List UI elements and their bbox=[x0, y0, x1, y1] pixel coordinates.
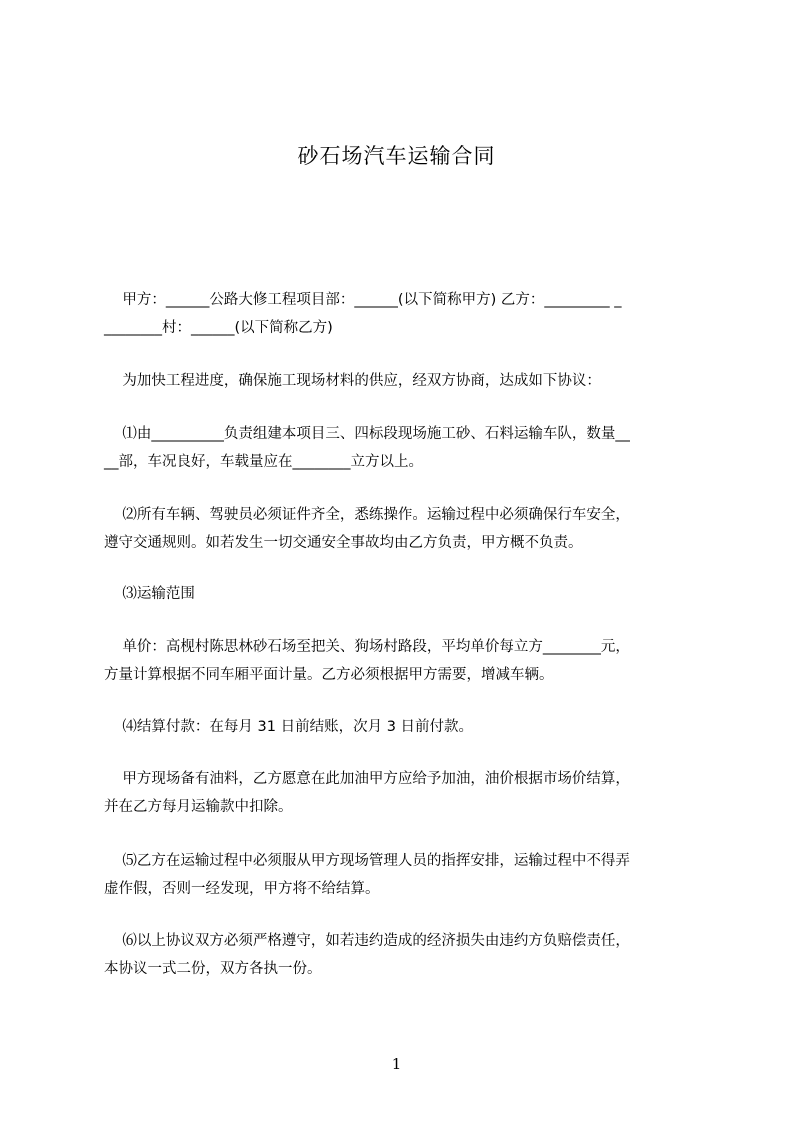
paragraph-line: 甲方现场备有油料，乙方愿意在此加油甲方应给予加油，油价根据市场价结算， bbox=[104, 771, 630, 787]
paragraph-line: ⑷结算付款：在每月 31 日前结账，次月 3 日前付款。 bbox=[104, 719, 474, 735]
paragraph-clause-5 bbox=[104, 847, 704, 903]
paragraph-line: ⑴由__________负责组建本项目三、四标段现场施工砂、石料运输车队，数量__ bbox=[104, 426, 630, 442]
paragraph-unit-price bbox=[104, 633, 704, 689]
paragraph-clause-4 bbox=[104, 713, 704, 741]
paragraph-line: ⑶运输范围 bbox=[104, 586, 195, 602]
paragraph-line: ⑹以上协议双方必须严格遵守，如若违约造成的经济损失由违约方负赔偿责任， bbox=[104, 933, 630, 949]
paragraph-line: 方量计算根据不同车厢平面计量。乙方必须根据甲方需要，增减车辆。 bbox=[104, 667, 554, 683]
paragraph-line: 遵守交通规则。如若发生一切交通安全事故均由乙方负责，甲方概不负责。 bbox=[104, 535, 583, 551]
paragraph-line: 本协议一式二份，双方各执一份。 bbox=[104, 961, 322, 977]
paragraph-line: ________村：______(以下简称乙方) bbox=[104, 320, 333, 336]
paragraph-line: __部，车况良好，车载量应在________立方以上。 bbox=[104, 454, 423, 470]
paragraph-fuel bbox=[104, 765, 704, 821]
paragraph-clause-3 bbox=[104, 580, 704, 608]
paragraph-line: ⑵所有车辆、驾驶员必须证件齐全，悉练操作。运输过程中必须确保行车安全， bbox=[104, 507, 630, 523]
paragraph-clause-6 bbox=[104, 927, 704, 983]
paragraph-purpose bbox=[104, 367, 704, 395]
paragraph-line: 为加快工程进度，确保施工现场材料的供应，经双方协商，达成如下协议： bbox=[104, 373, 601, 389]
paragraph-line: 单价：高枧村陈思林砂石场至把关、狗场村路段，平均单价每立方________元， bbox=[104, 639, 630, 655]
paragraph-parties bbox=[104, 286, 704, 342]
paragraph-line: 虚作假，否则一经发现，甲方将不给结算。 bbox=[104, 881, 380, 897]
paragraph-clause-2 bbox=[104, 501, 704, 557]
paragraph-line: 并在乙方每月运输款中扣除。 bbox=[104, 799, 293, 815]
document-title: 砂石场汽车运输合同 bbox=[297, 144, 496, 168]
paragraph-clause-1 bbox=[104, 420, 704, 476]
paragraph-line: ⑸乙方在运输过程中必须服从甲方现场管理人员的指挥安排，运输过程中不得弄 bbox=[104, 853, 630, 869]
paragraph-line: 甲方：______公路大修工程项目部：______(以下简称甲方) 乙方：_________ _ bbox=[104, 292, 622, 308]
page-number: 1 bbox=[391, 1055, 402, 1073]
